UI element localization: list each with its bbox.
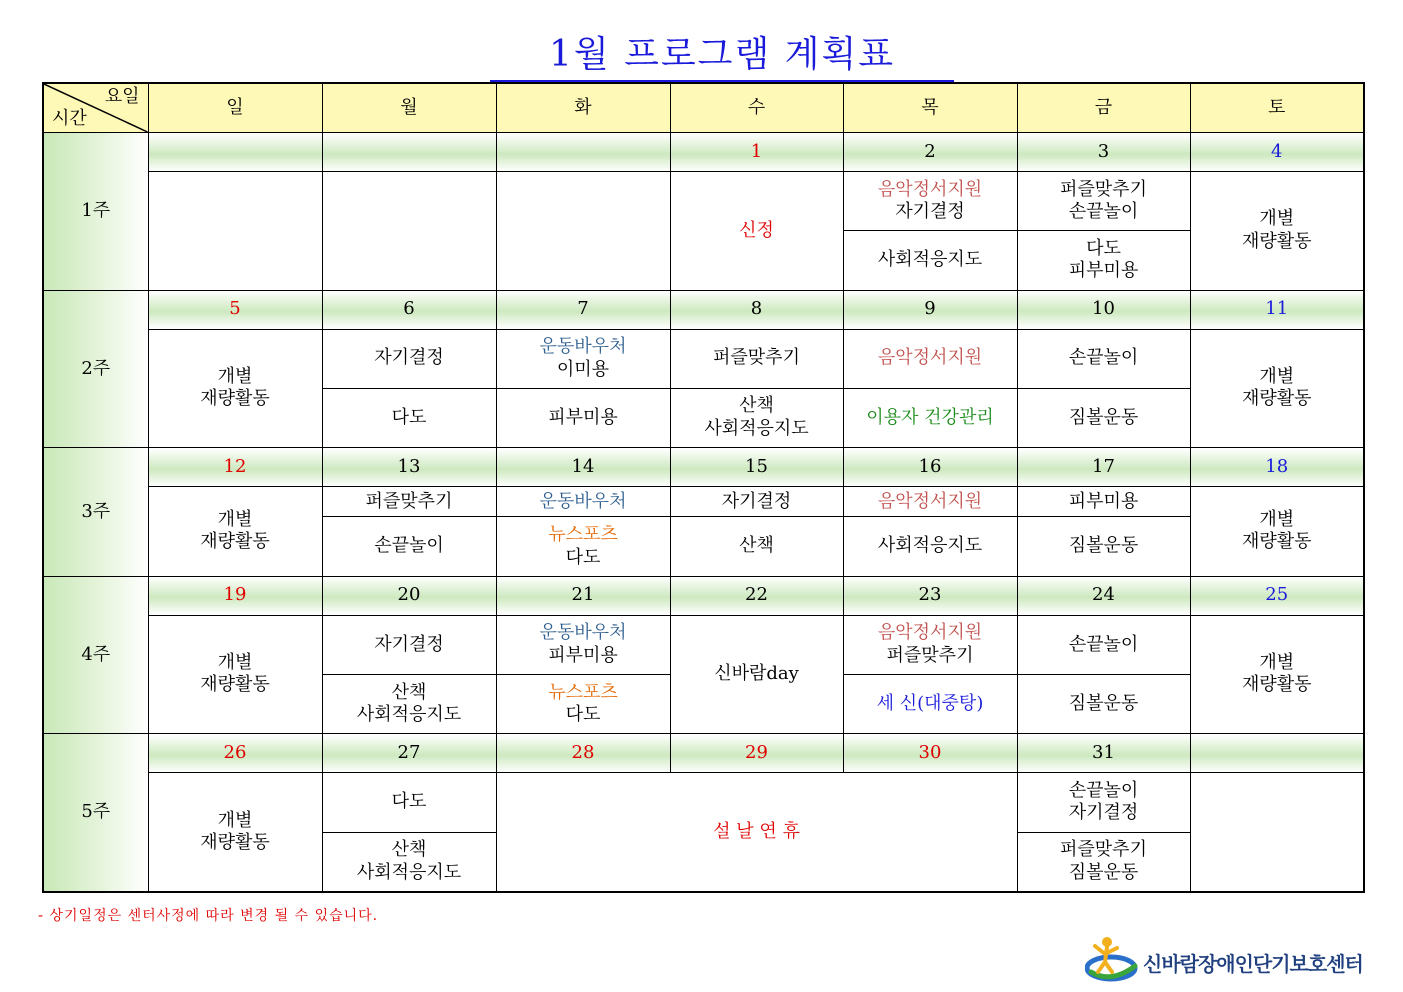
date-cell: 21 <box>496 576 670 615</box>
date-cell: 12 <box>148 448 322 487</box>
activity-text: 개별 <box>217 508 253 530</box>
activity-text: 개별 <box>217 809 253 831</box>
corner-cell <box>43 83 148 133</box>
activity-cell: 음악정서지원 <box>843 329 1017 388</box>
activity-cell: 짐볼운동 <box>1017 388 1190 447</box>
date-cell: 10 <box>1017 290 1190 329</box>
date-cell: 26 <box>148 734 322 773</box>
date-cell: 17 <box>1017 448 1190 487</box>
activity-cell <box>1190 172 1364 291</box>
date-cell: 30 <box>843 734 1017 773</box>
activity-text: 짐볼운동 <box>1068 861 1139 883</box>
activity-cell <box>1017 172 1190 231</box>
activity-cell <box>1017 773 1190 832</box>
week4-activity-row-top <box>43 615 1364 674</box>
activity-cell: 사회적응지도 <box>843 517 1017 576</box>
date-cell: 23 <box>843 576 1017 615</box>
date-cell: 18 <box>1190 448 1364 487</box>
activity-cell: 사회적응지도 <box>843 231 1017 290</box>
date-cell <box>1190 734 1364 773</box>
footnote: - 상기일정은 센터사정에 따라 변경 될 수 있습니다. <box>38 908 379 924</box>
date-cell <box>496 133 670 172</box>
week4-date-row <box>43 576 1364 615</box>
activity-text: 뉴스포츠 <box>548 524 618 546</box>
activity-text: 재량활동 <box>1241 674 1312 696</box>
week-label: 2주 <box>43 290 148 448</box>
activity-text: 사회적응지도 <box>356 704 462 726</box>
activity-text: 산책 <box>391 839 427 861</box>
date-cell: 11 <box>1190 290 1364 329</box>
activity-text: 음악정서지원 <box>877 622 983 644</box>
activity-text: 음악정서지원 <box>877 178 983 200</box>
activity-cell: 운동바우처 <box>496 487 670 517</box>
activity-text: 개별 <box>1259 651 1295 673</box>
header-row <box>43 83 1364 133</box>
date-cell: 31 <box>1017 734 1190 773</box>
activity-cell <box>148 329 322 448</box>
activity-text: 퍼즐맞추기 <box>1060 178 1147 200</box>
activity-cell: 산책 <box>670 517 843 576</box>
activity-text: 사회적응지도 <box>704 417 809 439</box>
holiday-cell: 설 날 연 휴 <box>496 773 1017 892</box>
page-title: 1월 프로그램 계획표 <box>549 34 895 75</box>
activity-text: 개별 <box>1259 208 1295 230</box>
activity-cell <box>148 615 322 734</box>
activity-cell: 자기결정 <box>670 487 843 517</box>
corner-day-label: 요일 <box>104 86 140 107</box>
date-cell <box>148 133 322 172</box>
week3-date-row <box>43 448 1364 487</box>
activity-cell: 손끝놀이 <box>322 517 496 576</box>
activity-text: 퍼즐맞추기 <box>1060 839 1147 861</box>
activity-cell <box>148 773 322 892</box>
date-cell: 29 <box>670 734 843 773</box>
mascot-icon <box>1085 932 1143 988</box>
activity-cell <box>322 832 496 892</box>
activity-cell <box>322 172 496 291</box>
activity-text: 재량활동 <box>200 674 270 696</box>
day-header-fri: 금 <box>1017 83 1190 133</box>
activity-cell <box>496 615 670 674</box>
date-cell: 7 <box>496 290 670 329</box>
activity-cell <box>670 388 843 447</box>
week3-activity-row-top <box>43 487 1364 517</box>
activity-cell <box>496 517 670 576</box>
activity-text: 재량활동 <box>200 531 270 553</box>
activity-cell: 짐볼운동 <box>1017 674 1190 733</box>
activity-text: 운동바우처 <box>539 336 627 358</box>
activity-text: 다도 <box>565 704 601 726</box>
activity-text: 개별 <box>1259 365 1295 387</box>
activity-cell <box>1017 231 1190 290</box>
day-header-sat: 토 <box>1190 83 1364 133</box>
activity-cell: 이용자 건강관리 <box>843 388 1017 447</box>
center-name: 신바람장애인단기보호센터 <box>1143 952 1363 976</box>
week2-activity-row-top <box>43 329 1364 388</box>
activity-text: 피부미용 <box>1068 260 1139 282</box>
activity-text: 재량활동 <box>1241 388 1312 410</box>
activity-cell: 자기결정 <box>322 615 496 674</box>
activity-cell: 다도 <box>322 388 496 447</box>
activity-cell <box>496 172 670 291</box>
date-cell: 28 <box>496 734 670 773</box>
activity-cell: 세 신(대중탕) <box>843 674 1017 733</box>
activity-text: 사회적응지도 <box>356 861 462 883</box>
activity-cell <box>148 487 322 577</box>
center-logo <box>1085 932 1363 988</box>
activity-text: 운동바우처 <box>539 622 627 644</box>
activity-text: 개별 <box>1259 508 1295 530</box>
activity-cell: 자기결정 <box>322 329 496 388</box>
activity-text: 뉴스포츠 <box>548 681 618 703</box>
activity-cell <box>843 172 1017 231</box>
activity-text: 퍼즐맞추기 <box>886 644 974 666</box>
title-underline <box>490 30 954 82</box>
date-cell <box>322 133 496 172</box>
week-label: 5주 <box>43 734 148 892</box>
day-header-sun: 일 <box>148 83 322 133</box>
date-cell: 9 <box>843 290 1017 329</box>
activity-text: 개별 <box>217 365 253 387</box>
week-label: 1주 <box>43 133 148 291</box>
activity-text: 손끝놀이 <box>1068 201 1139 223</box>
date-cell: 27 <box>322 734 496 773</box>
date-cell: 14 <box>496 448 670 487</box>
date-cell: 15 <box>670 448 843 487</box>
week1-activity-row-top <box>43 172 1364 231</box>
corner-time-label: 시간 <box>52 107 87 129</box>
activity-cell: 다도 <box>322 773 496 832</box>
day-header-mon: 월 <box>322 83 496 133</box>
activity-text: 다도 <box>1086 237 1121 259</box>
date-cell: 13 <box>322 448 496 487</box>
activity-cell <box>322 674 496 733</box>
date-cell: 3 <box>1017 133 1190 172</box>
date-cell: 4 <box>1190 133 1364 172</box>
activity-cell: 신바람day <box>670 615 843 734</box>
day-header-tue: 화 <box>496 83 670 133</box>
activity-cell <box>1190 487 1364 577</box>
activity-cell <box>1190 329 1364 448</box>
activity-cell: 퍼즐맞추기 <box>670 329 843 388</box>
activity-cell <box>1190 773 1364 892</box>
activity-text: 재량활동 <box>1241 230 1312 252</box>
activity-cell <box>843 615 1017 674</box>
activity-cell <box>496 329 670 388</box>
activity-cell: 퍼즐맞추기 <box>322 487 496 517</box>
activity-cell: 피부미용 <box>496 388 670 447</box>
activity-text: 개별 <box>217 651 253 673</box>
day-header-thu: 목 <box>843 83 1017 133</box>
date-cell: 22 <box>670 576 843 615</box>
activity-cell <box>148 172 322 291</box>
activity-cell <box>1190 615 1364 734</box>
activity-text: 이미용 <box>556 358 610 380</box>
date-cell: 1 <box>670 133 843 172</box>
date-cell: 24 <box>1017 576 1190 615</box>
holiday-cell: 신정 <box>670 172 843 291</box>
date-cell: 2 <box>843 133 1017 172</box>
activity-cell: 짐볼운동 <box>1017 517 1190 576</box>
week-label: 4주 <box>43 576 148 734</box>
date-cell: 8 <box>670 290 843 329</box>
week-label: 3주 <box>43 448 148 577</box>
week5-activity-row-top <box>43 773 1364 832</box>
activity-cell: 손끝놀이 <box>1017 615 1190 674</box>
activity-cell <box>496 674 670 733</box>
date-cell: 25 <box>1190 576 1364 615</box>
date-cell: 16 <box>843 448 1017 487</box>
activity-text: 자기결정 <box>1068 802 1139 824</box>
activity-cell <box>1017 832 1190 892</box>
activity-text: 산책 <box>391 681 427 703</box>
activity-cell: 음악정서지원 <box>843 487 1017 517</box>
activity-text: 자기결정 <box>895 201 965 223</box>
date-cell: 6 <box>322 290 496 329</box>
activity-text: 산책 <box>739 395 774 417</box>
week2-date-row <box>43 290 1364 329</box>
activity-text: 재량활동 <box>200 388 270 410</box>
activity-text: 재량활동 <box>1241 531 1312 553</box>
week5-date-row <box>43 734 1364 773</box>
activity-text: 피부미용 <box>548 644 618 666</box>
date-cell: 19 <box>148 576 322 615</box>
activity-text: 손끝놀이 <box>1068 779 1139 801</box>
activity-text: 다도 <box>565 546 601 568</box>
date-cell: 20 <box>322 576 496 615</box>
date-cell: 5 <box>148 290 322 329</box>
week1-date-row <box>43 133 1364 172</box>
activity-cell: 손끝놀이 <box>1017 329 1190 388</box>
activity-cell: 피부미용 <box>1017 487 1190 517</box>
day-header-wed: 수 <box>670 83 843 133</box>
schedule-table <box>42 82 1365 893</box>
activity-text: 재량활동 <box>200 832 270 854</box>
